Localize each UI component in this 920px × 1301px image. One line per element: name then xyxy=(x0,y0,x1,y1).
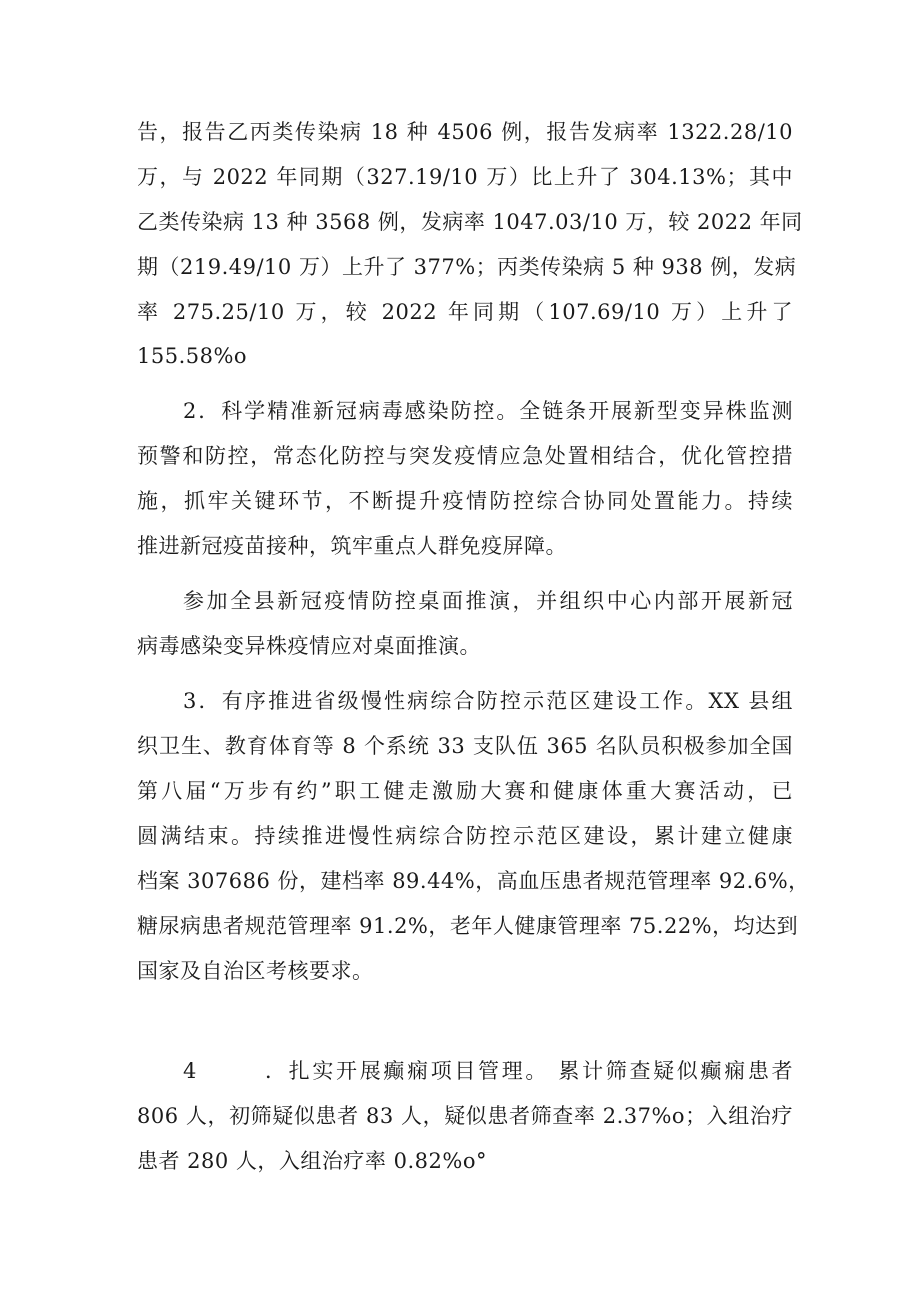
section-2-heading-line: 2．科学精准新冠病毒感染防控。全链条开展新型变异株监测 xyxy=(183,399,793,423)
text-line: 推进新冠疫苗接种，筑牢重点人群免疫屏障。 xyxy=(137,534,567,558)
text-line: 档案 307686 份，建档率 89.44%，高血压患者规范管理率 92.6%， xyxy=(137,869,810,893)
text-line: 预警和防控，常态化防控与突发疫情应急处置相结合，优化管控措 xyxy=(137,444,793,468)
text-line: 乙类传染病 13 种 3568 例，发病率 1047.03/10 万，较 2022 年同 xyxy=(137,210,803,234)
text-line: 病毒感染变异株疫情应对桌面推演。 xyxy=(137,634,481,658)
text-line: 率 275.25/10 万，较 2022 年同期（107.69/10 万）上升了 xyxy=(137,300,793,324)
text-line: 806 人，初筛疑似患者 83 人，疑似患者筛查率 2.37%o；入组治疗 xyxy=(137,1104,793,1128)
section-4-heading-text: ．扎实开展癫痫项目管理。 累计筛查疑似癫痫患者 xyxy=(265,1059,793,1083)
text-line: 第八届“万步有约”职工健走激励大赛和健康体重大赛活动，已 xyxy=(137,779,793,803)
text-line: 患者 280 人，入组治疗率 0.82%o° xyxy=(137,1149,487,1173)
text-line: 告，报告乙丙类传染病 18 种 4506 例，报告发病率 1322.28/10 xyxy=(137,120,793,144)
section-4-number: 4 xyxy=(183,1059,197,1083)
text-line: 糖尿病患者规范管理率 91.2%，老年人健康管理率 75.22%，均达到 xyxy=(137,914,799,938)
text-line: 施，抓牢关键环节，不断提升疫情防控综合协同处置能力。持续 xyxy=(137,489,793,513)
text-line: 织卫生、教育体育等 8 个系统 33 支队伍 365 名队员积极参加全国 xyxy=(137,734,793,758)
text-line: 万，与 2022 年同期（327.19/10 万）比上升了 304.13%；其中 xyxy=(137,165,793,189)
text-line: 期（219.49/10 万）上升了 377%；丙类传染病 5 种 938 例，发病 xyxy=(137,255,797,279)
section-4-heading-line xyxy=(183,1056,793,1086)
text-line: 国家及自治区考核要求。 xyxy=(137,959,374,983)
text-line: 圆满结束。持续推进慢性病综合防控示范区建设，累计建立健康 xyxy=(137,824,793,848)
paragraph-first-line: 参加全县新冠疫情防控桌面推演，并组织中心内部开展新冠 xyxy=(183,589,793,613)
section-3-heading-line: 3．有序推进省级慢性病综合防控示范区建设工作。XX 县组 xyxy=(183,689,793,713)
text-line: 155.58%o xyxy=(137,344,248,368)
